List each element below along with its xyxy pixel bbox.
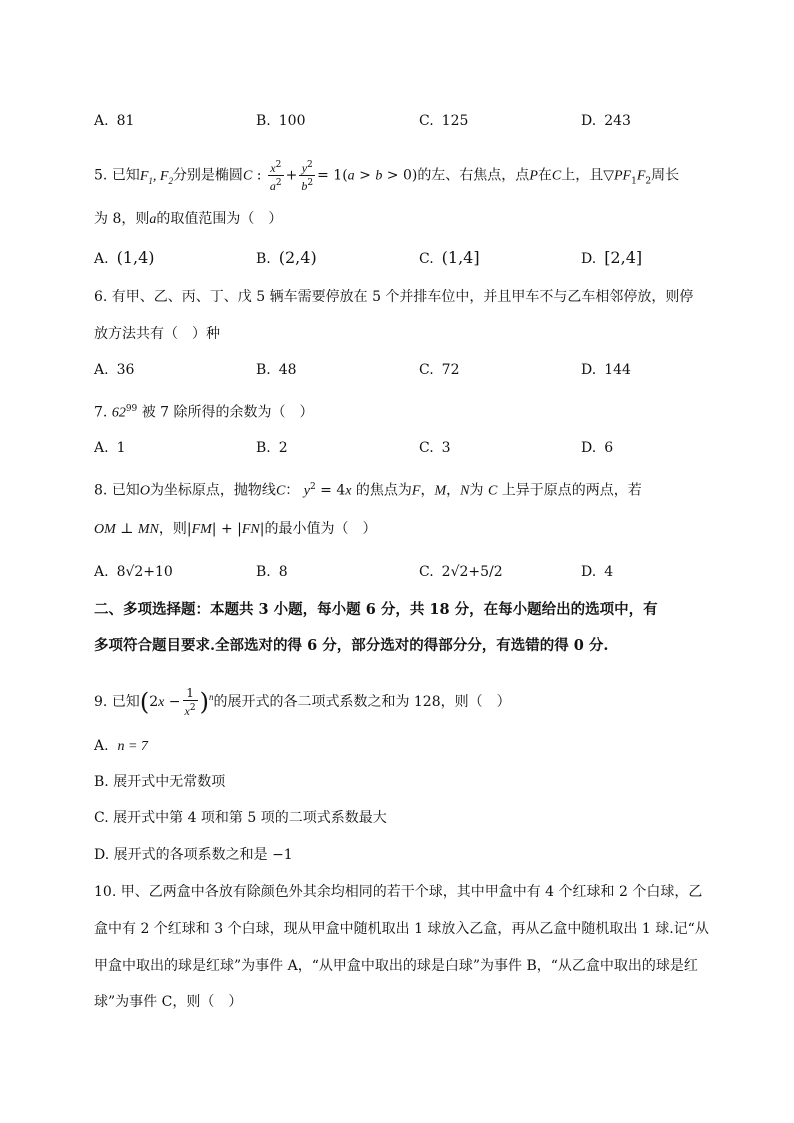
section2-heading-line2: 多项符合题目要求.全部选对的得 6 分，部分选对的得部分分，有选错的得 0 分. [94,637,609,654]
q9-frac: $\frac{1}{x^2}$ [184,686,196,718]
q9-option-d: D. 展开式的各项系数之和是 −1 [94,847,293,863]
q5-option-d: D. [2,4] [581,248,643,267]
q4-option-a: A. 81 [94,113,135,129]
q6-stem-line2: 放方法共有（ ）种 [94,326,220,342]
q8-stem-line1: 8. 已知O为坐标原点，抛物线C： $y^2 = 4x$ 的焦点为F，M，N为 C 上异于原点的两点，若 [94,482,642,499]
q7-option-b: B. 2 [256,440,288,456]
q9-option-a: A. n = 7 [94,738,148,754]
q7-options [94,438,734,462]
q4-options [94,111,734,135]
q5-frac-x: $\frac{x^2}{a^2}$ [269,160,282,193]
q6-stem-line1: 6. 有甲、乙、丙、丁、戊 5 辆车需要停放在 5 个并排车位中，并且甲车不与乙车相邻停放，则停 [94,289,694,305]
q4-option-d: D. 243 [581,113,631,129]
q10-stem-line3: 甲盒中取出的球是红球”为事件 A，“从甲盒中取出的球是白球”为事件 B，“从乙盒中取出的球是红 [94,958,698,974]
q5-frac-y: $\frac{y^2}{b^2}$ [301,160,314,193]
q7-stem: 7. $62^{99}$ 被 7 除所得的余数为（ ） [94,404,314,421]
q5-option-b: B. (2,4) [256,248,317,267]
q6-option-d: D. 144 [581,362,631,378]
q10-stem-line1: 10. 甲、乙两盒中各放有除颜色外其余均相同的若干个球，其中甲盒中有 4 个红球和 2 个白球，乙 [94,884,703,900]
q6-option-c: C. 72 [419,362,460,378]
q4-option-c: C. 125 [419,113,469,129]
q5-options [94,248,734,272]
q5-stem-line2: 为 8，则a的取值范围为（ ） [94,211,283,227]
q8-options [94,562,734,586]
q7-option-d: D. 6 [581,440,614,456]
q8-option-a: A. 8√2+10 [94,564,173,580]
q5-foci: $F_1$, $F_2$ [139,168,173,186]
q8-option-d: D. 4 [581,564,614,580]
q9-stem: 9. 已知(2x − $\frac{1}{x^2}$ )$^n$的展开式的各二项式系数之和为 128，则（ ） [94,686,511,718]
section2-heading-line1: 二、多项选择题：本题共 3 小题，每小题 6 分，共 18 分，在每小题给出的选项中，有 [94,601,658,618]
q8-option-c: C. 2√2+5/2 [419,564,503,580]
q8-option-b: B. 8 [256,564,288,580]
q6-option-b: B. 48 [256,362,297,378]
q7-option-c: C. 3 [419,440,451,456]
q7-option-a: A. 1 [94,440,126,456]
q9-option-c: C. 展开式中第 4 项和第 5 项的二项式系数最大 [94,810,387,826]
q10-stem-line4: 球”为事件 C，则（ ） [94,994,243,1010]
q4-option-b: B. 100 [256,113,306,129]
q6-option-a: A. 36 [94,362,135,378]
q9-option-b: B. 展开式中无常数项 [94,774,226,790]
q10-stem-line2: 盒中有 2 个红球和 3 个白球，现从甲盒中随机取出 1 球放入乙盒，再从乙盒中随机取出 1 球.记“从 [94,921,709,937]
q5-stem-line1: 5. 已知$F_1$, $F_2$分别是椭圆C : $\frac{x^2}{a^2}$ + $\frac{y^2}{b^2}$ = 1(a > b > 0)的左、右焦点，点P在C上，且$▽PF_1F_2$周长 [94,160,680,193]
q5-option-c: C. (1,4] [419,248,480,267]
q5-option-a: A. (1,4) [94,248,155,267]
q8-stem-line2: OM ⊥ MN，则|FM| + |FN|的最小值为（ ） [94,521,377,537]
q6-options [94,360,734,384]
